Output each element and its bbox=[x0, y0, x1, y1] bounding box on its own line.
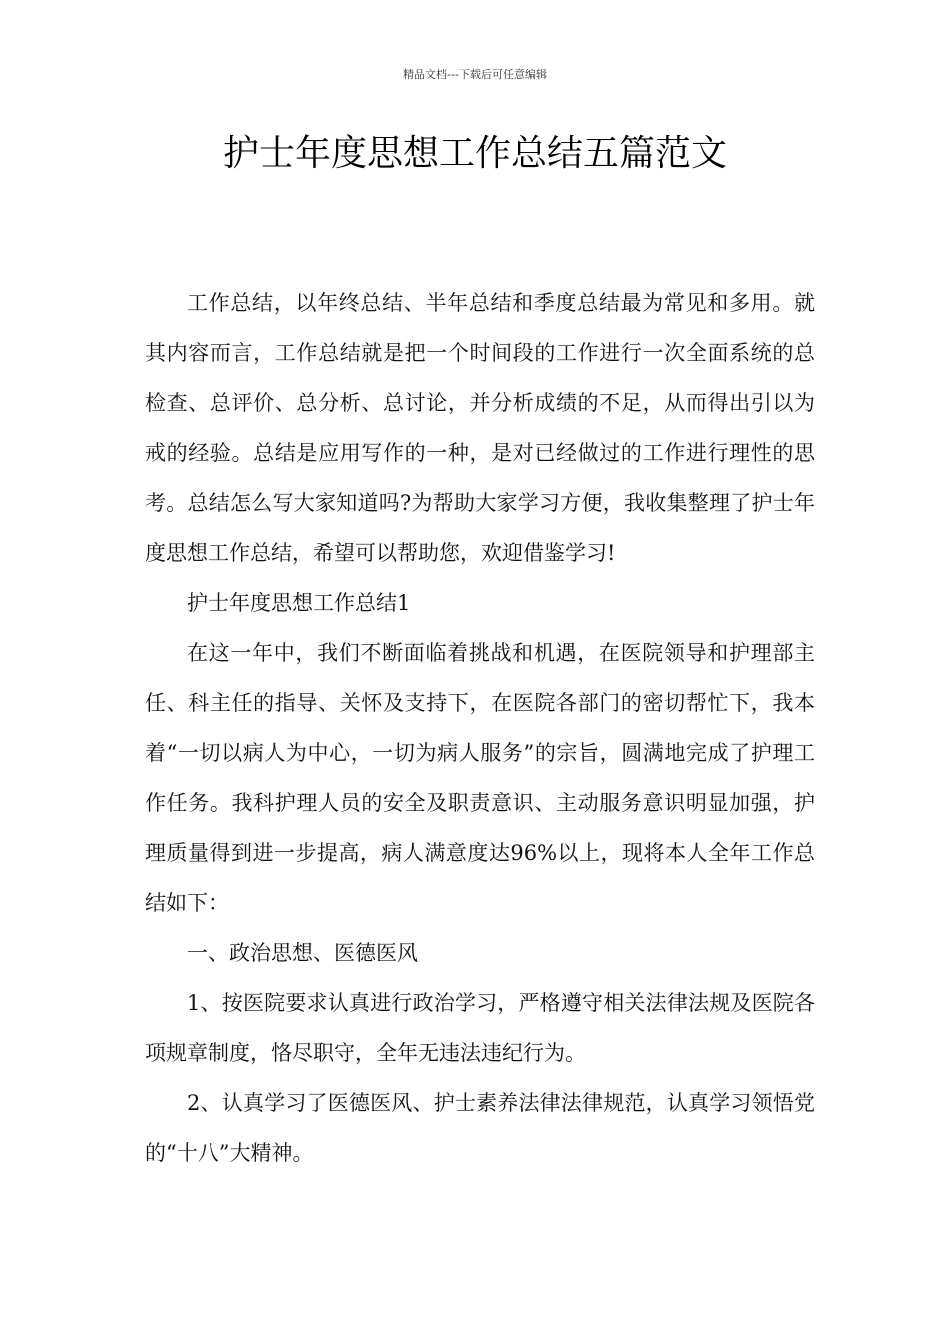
header-note: 精品文档---下载后可任意编辑 bbox=[403, 68, 547, 81]
document-title: 护士年度思想工作总结五篇范文 bbox=[222, 133, 727, 174]
body-paragraph: 在这一年中，我们不断面临着挑战和机遇，在医院领导和护理部主任、科主任的指导、关怀及支持下，在医院各部门的密切帮忙下，我本着“一切以病人为中心，一切为病人服务”的宗旨，圆满地完成了护理工作任务。我科护理人员的安全及职责意识、主动服务意识明显加强，护理质量得到进一步提高，病人满意度达96%以上，现将本人全年工作总结如下： bbox=[145, 641, 815, 915]
list-item-2: 2、认真学习了医德医风、护士素养法律法律规范，认真学习领悟党的“十八”大精神。 bbox=[145, 1091, 815, 1165]
section-heading-summary-1: 护士年度思想工作总结1 bbox=[187, 591, 411, 615]
section-heading-politics: 一、政治思想、医德医风 bbox=[187, 941, 418, 965]
document-body bbox=[145, 278, 815, 1178]
list-item-1: 1、按医院要求认真进行政治学习，严格遵守相关法律法规及医院各项规章制度，恪尽职守，全年无违法违纪行为。 bbox=[145, 991, 815, 1065]
intro-paragraph: 工作总结，以年终总结、半年总结和季度总结最为常见和多用。就其内容而言，工作总结就是把一个时间段的工作进行一次全面系统的总检查、总评价、总分析、总讨论，并分析成绩的不足，从而得出引以为戒的经验。总结是应用写作的一种，是对已经做过的工作进行理性的思考。总结怎么写大家知道吗?为帮助大家学习方便，我收集整理了护士年度思想工作总结，希望可以帮助您，欢迎借鉴学习! bbox=[145, 291, 815, 565]
